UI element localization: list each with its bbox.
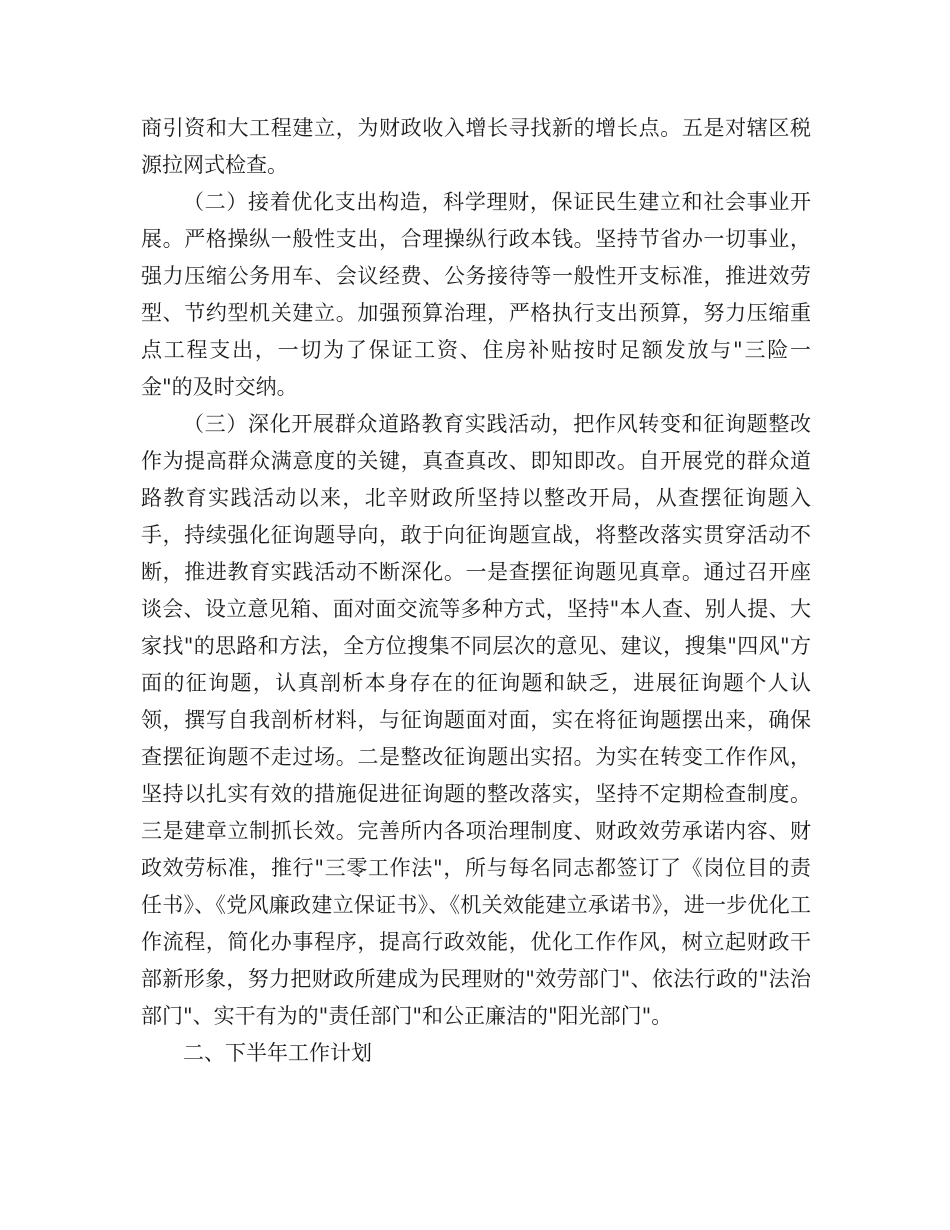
document-body [141,110,811,1072]
paragraph-education-campaign: （三）深化开展群众道路教育实践活动，把作风转变和征询题整改作为提高群众满意度的关键，真查真改、即知即改。自开展党的群众道路教育实践活动以来，北辛财政所坚持以整改开局，从查摆征询题入手，持续强化征询题导向，敢于向征询题宣战，将整改落实贯穿活动不断，推进教育实践活动不断深化。一是查摆征询题见真章。通过召开座谈会、设立意见箱、面对面交流等多种方式，坚持"本人查、别人提、大家找"的思路和方法，全方位搜集不同层次的意见、建议，搜集"四风"方面的征询题，认真剖析本身存在的征询题和缺乏，进展征询题个人认领，撰写自我剖析材料，与征询题面对面，实在将征询题摆出来，确保查摆征询题不走过场。二是整改征询题出实招。为实在转变工作作风，坚持以扎实有效的措施促进征询题的整改落实，坚持不定期检查制度。三是建章立制抓长效。完善所内各项治理制度、财政效劳承诺内容、财政效劳标准，推行"三零工作法"，所与每名同志都签订了《岗位目的责任书》、《党风廉政建立保证书》、《机关效能建立承诺书》，进一步优化工作流程，简化办事程序，提高行政效能，优化工作作风，树立起财政干部新形象，努力把财政所建成为民理财的"效劳部门"、依法行政的"法治部门"、实干有为的"责任部门"和公正廉洁的"阳光部门"。 [141,412,811,1028]
section-heading: 二、下半年工作计划 [183,1041,372,1065]
paragraph-continuation: 商引资和大工程建立，为财政收入增长寻找新的增长点。五是对辖区税源拉网式检查。 [141,116,811,177]
paragraph-expenditure: （二）接着优化支出构造，科学理财，保证民生建立和社会事业开展。严格操纵一般性支出，合理操纵行政本钱。坚持节省办一切事业，强力压缩公务用车、会议经费、公务接待等一般性开支标准，推进效劳型、节约型机关建立。加强预算治理，严格执行支出预算，努力压缩重点工程支出，一切为了保证工资、住房补贴按时足额发放与"三险一金"的及时交纳。 [141,190,811,399]
